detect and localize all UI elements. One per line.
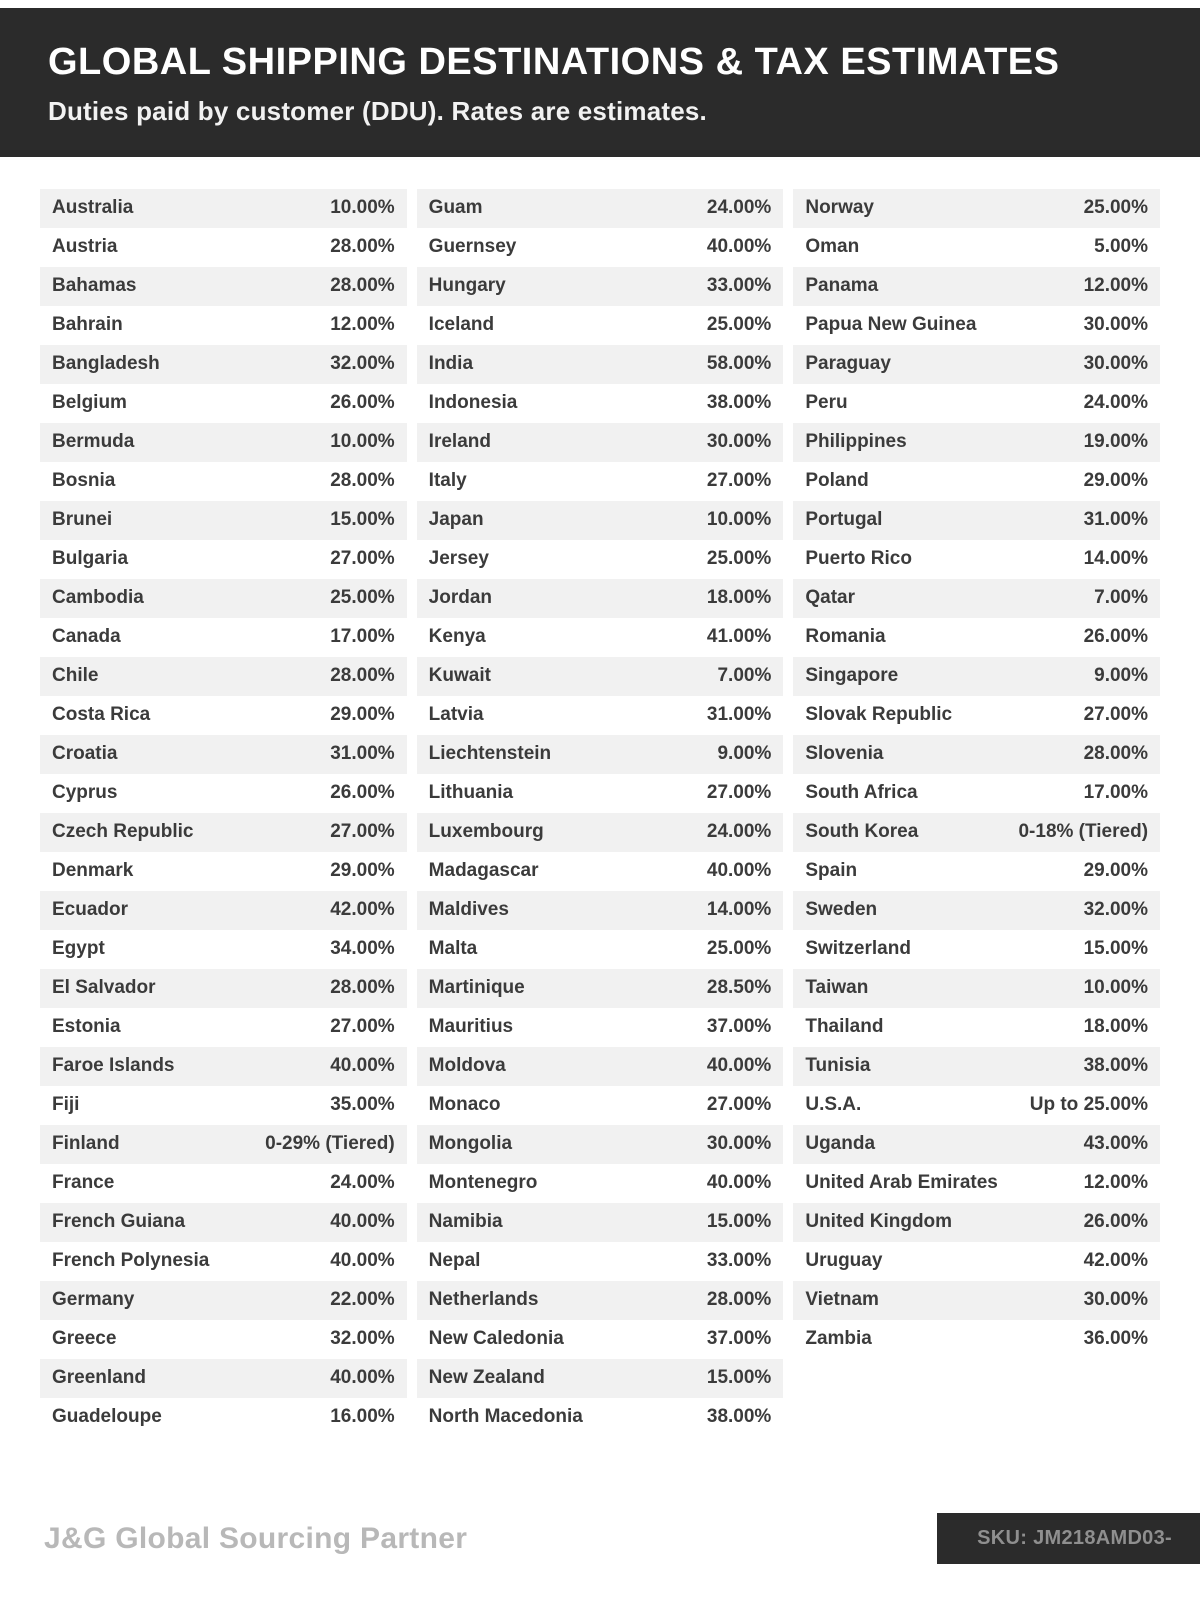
table-row [417,1320,784,1359]
country-name: Poland [805,470,869,492]
table-row [417,1047,784,1086]
table-row [417,1398,784,1437]
tax-rate: 5.00% [1094,236,1149,258]
table-row [40,813,407,852]
tax-rate: 32.00% [1083,899,1149,921]
table-row [417,1242,784,1281]
brand-name: J&G Global Sourcing Partner [44,1521,468,1555]
table-row [417,735,784,774]
table-row [417,1086,784,1125]
table-row [417,228,784,267]
table-row [40,618,407,657]
table-row [417,657,784,696]
table-row [417,579,784,618]
table-row [793,1203,1160,1242]
country-name: Luxembourg [428,821,544,843]
table-row [793,384,1160,423]
table-row [40,228,407,267]
tax-rate: 24.00% [330,1172,395,1194]
table-row [40,852,407,891]
table-row [417,501,784,540]
country-name: Indonesia [428,392,518,414]
country-name: Bangladesh [52,353,160,375]
table-row [417,696,784,735]
tax-rate: 12.00% [330,314,395,336]
country-name: Bermuda [52,431,135,453]
country-name: Czech Republic [52,821,194,843]
table-row [40,384,407,423]
table-row [40,345,407,384]
tax-rate: 42.00% [1083,1250,1149,1272]
country-name: Norway [805,197,874,219]
country-name: Jersey [428,548,489,570]
tax-rate: Up to 25.00% [1029,1094,1149,1116]
tax-rate: 9.00% [1094,665,1149,687]
country-name: Austria [52,236,118,258]
country-name: Finland [52,1133,120,1155]
tax-rate: 28.00% [1083,743,1149,765]
country-name: Cyprus [52,782,118,804]
table-row [793,852,1160,891]
table-row [40,774,407,813]
table-row [417,1164,784,1203]
table-row [793,813,1160,852]
country-name: Australia [52,197,134,219]
table-row [40,1242,407,1281]
tax-rate: 33.00% [706,275,772,297]
tax-rate: 31.00% [330,743,395,765]
tax-rate: 31.00% [1083,509,1149,531]
country-name: Switzerland [805,938,911,960]
table-row [40,1203,407,1242]
table-row [417,189,784,228]
country-name: Nepal [428,1250,481,1272]
country-name: Faroe Islands [52,1055,175,1077]
rate-column [40,189,407,1437]
country-name: Romania [805,626,886,648]
tax-rate: 26.00% [330,392,395,414]
country-name: Canada [52,626,121,648]
table-row [417,774,784,813]
table-row [793,696,1160,735]
table-row [40,891,407,930]
country-name: Oman [805,236,860,258]
country-name: Estonia [52,1016,121,1038]
table-row [40,423,407,462]
table-row [793,1164,1160,1203]
tax-rate: 30.00% [706,1133,772,1155]
country-name: French Polynesia [52,1250,210,1272]
tax-rate: 10.00% [706,509,772,531]
tax-rate: 40.00% [330,1367,395,1389]
table-row [793,969,1160,1008]
tax-rate: 27.00% [330,1016,395,1038]
table-row [793,774,1160,813]
tax-rate: 29.00% [1083,860,1149,882]
tax-rate: 32.00% [330,353,395,375]
tax-rate: 33.00% [706,1250,772,1272]
country-name: Japan [428,509,484,531]
table-row [793,618,1160,657]
table-row [417,1203,784,1242]
country-name: Bahamas [52,275,137,297]
tax-rate: 38.00% [1083,1055,1149,1077]
country-name: Greenland [52,1367,146,1389]
country-name: Hungary [428,275,506,297]
tax-rate: 9.00% [717,743,772,765]
table-row [40,462,407,501]
country-name: Moldova [428,1055,506,1077]
table-row [417,267,784,306]
table-row [417,540,784,579]
table-row [40,1008,407,1047]
tax-rate: 14.00% [1083,548,1149,570]
country-name: Brunei [52,509,113,531]
table-row [793,930,1160,969]
country-name: Italy [428,470,467,492]
table-row [40,1125,407,1164]
tax-rate: 25.00% [1083,197,1149,219]
tax-rate: 30.00% [706,431,772,453]
country-name: United Arab Emirates [805,1172,998,1194]
page-footer [0,1513,1200,1564]
country-name: Slovak Republic [805,704,953,726]
country-name: Panama [805,275,879,297]
tax-rate: 27.00% [706,1094,772,1116]
tax-rate: 40.00% [330,1211,395,1233]
country-name: South Africa [805,782,918,804]
tax-rate: 29.00% [1083,470,1149,492]
country-name: Kenya [428,626,486,648]
country-name: Lithuania [428,782,514,804]
table-row [40,1398,407,1437]
tax-rate: 0-29% (Tiered) [265,1133,395,1155]
tax-rate: 15.00% [706,1211,772,1233]
country-name: Germany [52,1289,135,1311]
country-name: U.S.A. [805,1094,862,1116]
country-name: Bosnia [52,470,116,492]
tax-rate: 10.00% [1083,977,1149,999]
tax-rate: 24.00% [1083,392,1149,414]
country-name: Singapore [805,665,899,687]
table-row [417,1008,784,1047]
country-name: Fiji [52,1094,80,1116]
country-name: Costa Rica [52,704,151,726]
table-row [793,501,1160,540]
table-row [793,189,1160,228]
country-name: Netherlands [428,1289,539,1311]
table-row [40,1281,407,1320]
table-row [40,657,407,696]
table-row [793,1242,1160,1281]
country-name: Uganda [805,1133,876,1155]
tax-rate: 28.00% [330,470,395,492]
tax-rate: 24.00% [706,821,772,843]
tax-rate: 34.00% [330,938,395,960]
table-row [417,423,784,462]
table-row [417,813,784,852]
tax-rate: 22.00% [330,1289,395,1311]
table-row [417,891,784,930]
tax-rate: 14.00% [706,899,772,921]
tax-rate: 12.00% [1083,275,1149,297]
tax-rate: 35.00% [330,1094,395,1116]
tax-rate: 27.00% [1083,704,1149,726]
country-name: Denmark [52,860,134,882]
country-name: Latvia [428,704,484,726]
table-row [793,228,1160,267]
table-row [40,1320,407,1359]
country-name: United Kingdom [805,1211,953,1233]
table-row [793,579,1160,618]
table-row [793,345,1160,384]
country-name: Guernsey [428,236,517,258]
tax-rate: 16.00% [330,1406,395,1428]
page-header [0,8,1200,157]
country-name: Guadeloupe [52,1406,162,1428]
table-row [417,969,784,1008]
tax-rate: 26.00% [330,782,395,804]
country-name: Cambodia [52,587,144,609]
tax-rate: 7.00% [717,665,772,687]
table-row [793,423,1160,462]
tax-rate: 37.00% [706,1016,772,1038]
tax-rate: 27.00% [706,470,772,492]
tax-rate: 32.00% [330,1328,395,1350]
tax-rate: 26.00% [1083,626,1149,648]
tax-rate: 15.00% [706,1367,772,1389]
tax-rate: 38.00% [706,392,772,414]
country-name: Spain [805,860,858,882]
country-name: Philippines [805,431,907,453]
tax-rate: 12.00% [1083,1172,1149,1194]
tax-rate: 43.00% [1083,1133,1149,1155]
country-name: Liechtenstein [428,743,552,765]
table-row [793,1281,1160,1320]
country-name: Maldives [428,899,509,921]
country-name: Ecuador [52,899,129,921]
country-name: Iceland [428,314,495,336]
country-name: Taiwan [805,977,869,999]
tax-rate: 40.00% [706,236,772,258]
table-row [417,852,784,891]
tax-rate: 58.00% [706,353,772,375]
table-row [793,891,1160,930]
table-row [40,501,407,540]
table-row [40,306,407,345]
tax-rate: 10.00% [330,197,395,219]
tax-rate: 26.00% [1083,1211,1149,1233]
table-row [40,969,407,1008]
tax-rate: 18.00% [1083,1016,1149,1038]
tax-rate: 40.00% [330,1055,395,1077]
country-name: Paraguay [805,353,891,375]
tax-rate: 28.00% [330,236,395,258]
tax-rate: 15.00% [330,509,395,531]
tax-rate: 40.00% [706,1172,772,1194]
tax-rate: 29.00% [330,860,395,882]
country-name: South Korea [805,821,919,843]
table-row [40,189,407,228]
tax-rate: 38.00% [706,1406,772,1428]
country-name: Peru [805,392,848,414]
country-name: Montenegro [428,1172,538,1194]
country-name: Namibia [428,1211,503,1233]
table-row [417,384,784,423]
tax-rate: 29.00% [330,704,395,726]
country-name: Martinique [428,977,525,999]
country-name: Qatar [805,587,855,609]
table-row [40,579,407,618]
table-row [40,696,407,735]
country-name: Jordan [428,587,493,609]
tax-rate: 17.00% [1083,782,1149,804]
table-row [793,1008,1160,1047]
country-name: Sweden [805,899,878,921]
tax-rate: 36.00% [1083,1328,1149,1350]
table-row [793,1125,1160,1164]
table-row [40,540,407,579]
table-row [793,1086,1160,1125]
tax-rate: 30.00% [1083,353,1149,375]
tax-rate: 41.00% [706,626,772,648]
tax-rate: 15.00% [1083,938,1149,960]
tax-rate: 28.00% [330,665,395,687]
tax-rate: 25.00% [706,548,772,570]
table-row [40,267,407,306]
country-name: North Macedonia [428,1406,583,1428]
country-name: French Guiana [52,1211,186,1233]
country-name: Belgium [52,392,127,414]
sku-badge: SKU: JM218AMD03- [937,1513,1200,1564]
tax-rate: 27.00% [706,782,772,804]
table-row [417,1359,784,1398]
rate-column [417,189,784,1437]
tax-rate: 30.00% [1083,1289,1149,1311]
country-name: Bahrain [52,314,123,336]
table-row [40,1047,407,1086]
country-name: Mauritius [428,1016,514,1038]
tax-rate: 10.00% [330,431,395,453]
table-row [40,1359,407,1398]
tax-rate: 27.00% [330,821,395,843]
table-row [417,1281,784,1320]
table-row [40,930,407,969]
country-name: Ireland [428,431,491,453]
tax-rate: 30.00% [1083,314,1149,336]
tax-rate: 0-18% (Tiered) [1018,821,1149,843]
country-name: Slovenia [805,743,884,765]
country-name: Malta [428,938,478,960]
country-name: Vietnam [805,1289,879,1311]
country-name: Portugal [805,509,883,531]
table-row [793,540,1160,579]
tax-rate: 28.00% [330,275,395,297]
table-row [417,462,784,501]
tax-rate: 31.00% [706,704,772,726]
table-row [417,618,784,657]
country-name: Tunisia [805,1055,871,1077]
country-name: Chile [52,665,99,687]
country-name: Kuwait [428,665,491,687]
tax-rate: 27.00% [330,548,395,570]
table-row [40,735,407,774]
table-row [793,1320,1160,1359]
tax-rate: 40.00% [706,1055,772,1077]
tax-rate: 28.50% [706,977,772,999]
table-row [793,267,1160,306]
country-name: Croatia [52,743,118,765]
table-row [793,462,1160,501]
country-name: Uruguay [805,1250,883,1272]
tax-rate: 28.00% [330,977,395,999]
table-row [40,1086,407,1125]
table-row [417,345,784,384]
country-name: Mongolia [428,1133,513,1155]
table-row [793,657,1160,696]
country-name: Papua New Guinea [805,314,977,336]
tax-rate: 25.00% [330,587,395,609]
tax-rate: 28.00% [706,1289,772,1311]
table-row [417,306,784,345]
tax-rate: 42.00% [330,899,395,921]
country-name: New Caledonia [428,1328,564,1350]
country-name: Monaco [428,1094,501,1116]
table-row [417,1125,784,1164]
country-name: India [428,353,474,375]
tax-rate-table [40,189,1160,1437]
tax-rate: 25.00% [706,314,772,336]
country-name: Guam [428,197,483,219]
country-name: Madagascar [428,860,539,882]
page-title: GLOBAL SHIPPING DESTINATIONS & TAX ESTIMATES [48,41,1060,83]
page-subtitle: Duties paid by customer (DDU). Rates are estimates. [48,95,707,126]
rate-column [793,189,1160,1359]
tax-rate: 7.00% [1094,587,1149,609]
country-name: Egypt [52,938,105,960]
tax-rate: 37.00% [706,1328,772,1350]
tax-rate: 40.00% [330,1250,395,1272]
country-name: Puerto Rico [805,548,912,570]
country-name: Thailand [805,1016,884,1038]
country-name: New Zealand [428,1367,545,1389]
tax-rate: 24.00% [706,197,772,219]
tax-rate: 18.00% [706,587,772,609]
table-row [793,735,1160,774]
table-row [793,306,1160,345]
table-row [793,1047,1160,1086]
table-row [417,930,784,969]
table-row [40,1164,407,1203]
country-name: France [52,1172,115,1194]
country-name: Zambia [805,1328,872,1350]
tax-rate: 25.00% [706,938,772,960]
tax-rate: 17.00% [330,626,395,648]
country-name: Greece [52,1328,117,1350]
tax-rate: 40.00% [706,860,772,882]
country-name: El Salvador [52,977,156,999]
tax-rate: 19.00% [1083,431,1149,453]
country-name: Bulgaria [52,548,129,570]
